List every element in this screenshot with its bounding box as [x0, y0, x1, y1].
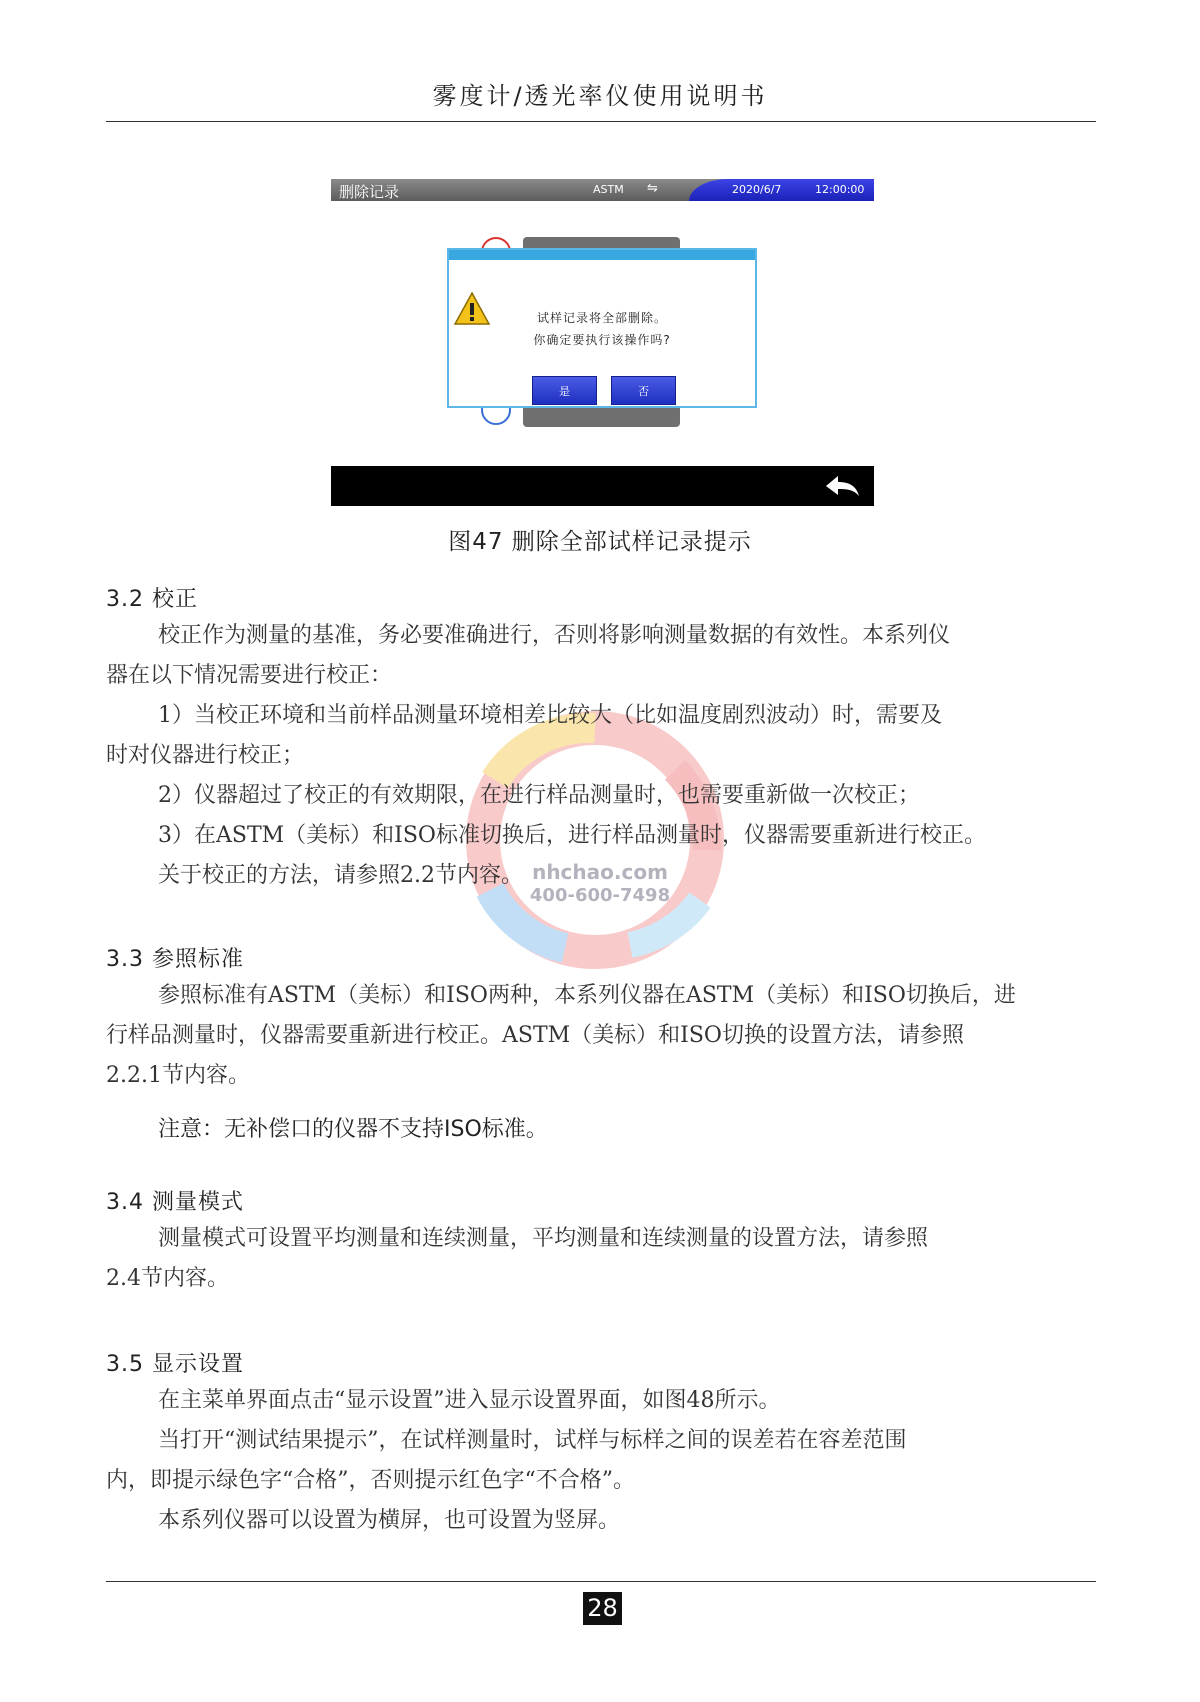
paragraph-line: 2）仪器超过了校正的有效期限，在进行样品测量时，也需要重新做一次校正； — [158, 783, 920, 808]
screen-date: 2020/6/7 — [732, 183, 782, 196]
screen-title: 删除记录 — [339, 183, 400, 201]
paragraph-line: 校正作为测量的基准，务必要准确进行，否则将影响测量数据的有效性。本系列仪 — [158, 623, 951, 648]
paragraph-line: 测量模式可设置平均测量和连续测量，平均测量和连续测量的设置方法，请参照 — [158, 1226, 929, 1251]
paragraph-line: 时对仪器进行校正； — [106, 743, 305, 768]
note-text: 注意：无补偿口的仪器不支持ISO标准。 — [158, 1117, 548, 1142]
usb-icon: ⇋ — [647, 181, 658, 196]
paragraph-line: 参照标准有ASTM（美标）和ISO两种，本系列仪器在ASTM（美标）和ISO切换后，进 — [158, 983, 1016, 1008]
document-title: 雾度计/透光率仪使用说明书 — [432, 82, 768, 110]
dialog-message-line2: 你确定要执行该操作吗? — [533, 333, 671, 347]
paragraph-line: 当打开“测试结果提示”，在试样测量时，试样与标样之间的误差若在容差范围 — [158, 1428, 907, 1453]
header-rule — [106, 121, 1096, 122]
paragraph-line: 在主菜单界面点击“显示设置”进入显示设置界面，如图48所示。 — [158, 1388, 781, 1413]
section-heading-3-2: 3.2 校正 — [106, 587, 198, 612]
section-body-3-3 — [106, 976, 1096, 1096]
dialog-message-line1: 试样记录将全部删除。 — [536, 311, 667, 325]
screen-bottom-bar — [331, 466, 874, 506]
device-screen — [331, 179, 874, 506]
section-body-3-2 — [106, 616, 1096, 896]
paragraph-line: 2.2.1节内容。 — [106, 1063, 250, 1088]
section-body-3-4 — [106, 1219, 1096, 1299]
paragraph-line: 内，即提示绿色字“合格”，否则提示红色字“不合格”。 — [106, 1468, 635, 1493]
back-arrow-icon[interactable] — [822, 472, 862, 500]
screen-titlebar — [331, 179, 874, 201]
yes-button[interactable]: 是 — [532, 376, 597, 405]
paragraph-line: 器在以下情况需要进行校正： — [106, 663, 393, 688]
standard-indicator: ASTM — [593, 183, 624, 196]
section-heading-3-4: 3.4 测量模式 — [106, 1190, 244, 1215]
figure-caption: 图47 删除全部试样记录提示 — [448, 529, 752, 555]
dialog-titlebar — [449, 250, 755, 260]
footer-rule — [106, 1581, 1096, 1582]
page-number: 28 — [583, 1592, 622, 1625]
confirm-dialog — [447, 248, 757, 408]
paragraph-line: 本系列仪器可以设置为横屏，也可设置为竖屏。 — [158, 1508, 621, 1533]
paragraph-line: 关于校正的方法，请参照2.2节内容。 — [158, 863, 523, 888]
no-button[interactable]: 否 — [611, 376, 676, 405]
paragraph-line: 2.4节内容。 — [106, 1266, 229, 1291]
paragraph-line: 1）当校正环境和当前样品测量环境相差比较大（比如温度剧烈波动）时，需要及 — [158, 703, 942, 728]
watermark-phone: 400-600-7498 — [529, 885, 671, 906]
screen-time: 12:00:00 — [815, 183, 865, 196]
section-heading-3-5: 3.5 显示设置 — [106, 1352, 244, 1377]
paragraph-line: 行样品测量时，仪器需要重新进行校正。ASTM（美标）和ISO切换的设置方法，请参照 — [106, 1023, 964, 1048]
section-body-3-5 — [106, 1381, 1096, 1541]
watermark-brand: nhchao.com — [532, 860, 668, 884]
paragraph-line: 3）在ASTM（美标）和ISO标准切换后，进行样品测量时，仪器需要重新进行校正。 — [158, 823, 986, 848]
section-heading-3-3: 3.3 参照标准 — [106, 947, 244, 972]
